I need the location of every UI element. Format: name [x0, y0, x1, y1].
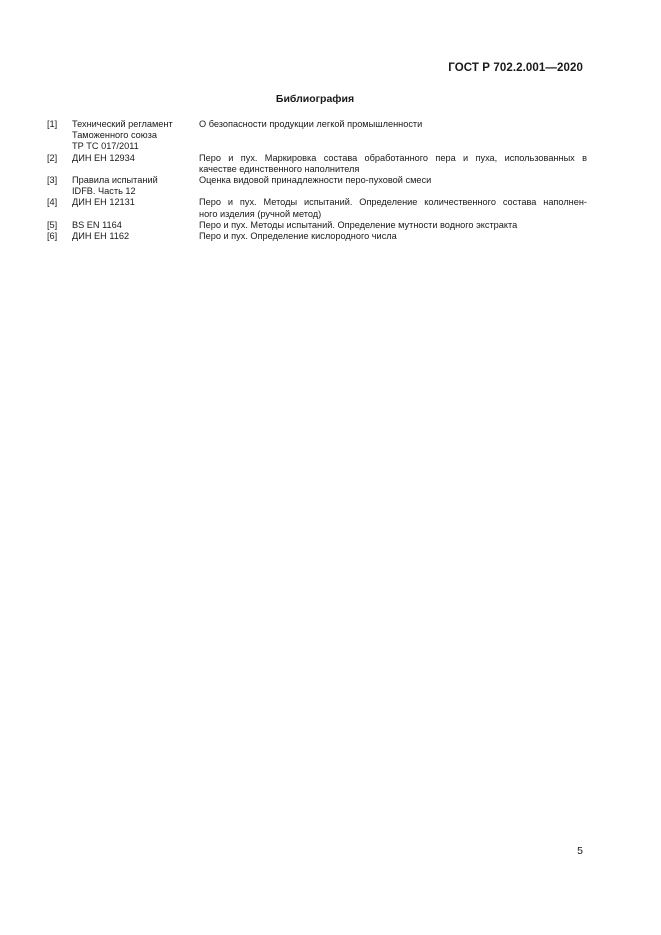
- bibliography-entry: [47, 220, 587, 231]
- entry-source-line: ТР ТС 017/2011: [72, 141, 139, 152]
- entry-source: [72, 153, 199, 164]
- entry-title-line: Оценка видовой принадлежности перо-пуховой смеси: [199, 175, 432, 186]
- entry-source-line: Технический регламент: [72, 119, 173, 129]
- entry-number: [6]: [47, 231, 58, 242]
- entry-source: [72, 197, 199, 208]
- document-code: ГОСТ Р 702.2.001—2020: [448, 62, 583, 74]
- entry-source-line: Правила испытаний: [72, 175, 158, 186]
- entry-title-line: О безопасности продукции легкой промышленности: [199, 119, 423, 129]
- entry-source-line: BS EN 1164: [72, 219, 122, 230]
- entry-number: [2]: [47, 152, 58, 163]
- entry-source-line: ДИН ЕН 12131: [72, 197, 135, 208]
- entry-title-line: качестве единственного наполнителя: [199, 163, 360, 174]
- entry-title: [199, 220, 587, 231]
- entry-number: [4]: [47, 197, 58, 208]
- entry-number: [1]: [47, 119, 58, 129]
- bibliography-entry: [47, 119, 587, 153]
- page-title: Библиография: [275, 93, 355, 105]
- entry-title-line: Перо и пух. Методы испытаний. Определение количественного состава наполнен-: [199, 197, 587, 208]
- entry-title-line: ного изделия (ручной метод): [199, 208, 322, 219]
- entry-title-line: Перо и пух. Определение кислородного числа: [199, 231, 397, 242]
- entry-title: [199, 175, 587, 186]
- entry-title: [199, 197, 587, 219]
- page-number: 5: [577, 845, 583, 857]
- entry-source: [72, 231, 199, 242]
- entry-source: [72, 220, 199, 231]
- bibliography-entry: [47, 153, 587, 175]
- entry-title-line: Перо и пух. Методы испытаний. Определение мутности водного экстракта: [199, 219, 518, 230]
- entry-number: [5]: [47, 219, 58, 230]
- bibliography-list: [47, 119, 587, 242]
- bibliography-entry: [47, 197, 587, 219]
- bibliography-entry: [47, 175, 587, 197]
- entry-source: [72, 119, 199, 153]
- entry-source-line: Таможенного союза: [72, 130, 157, 141]
- entry-source-line: IDFB. Часть 12: [72, 186, 136, 197]
- bibliography-entry: [47, 231, 587, 242]
- entry-source-line: ДИН ЕН 1162: [72, 231, 130, 242]
- entry-number: [3]: [47, 175, 58, 186]
- entry-title: [199, 231, 587, 242]
- entry-title: [199, 119, 587, 130]
- entry-title-line: Перо и пух. Маркировка состава обработанного пера и пуха, использованных в: [199, 152, 587, 163]
- entry-source: [72, 175, 199, 197]
- entry-title: [199, 153, 587, 175]
- entry-source-line: ДИН ЕН 12934: [72, 152, 135, 163]
